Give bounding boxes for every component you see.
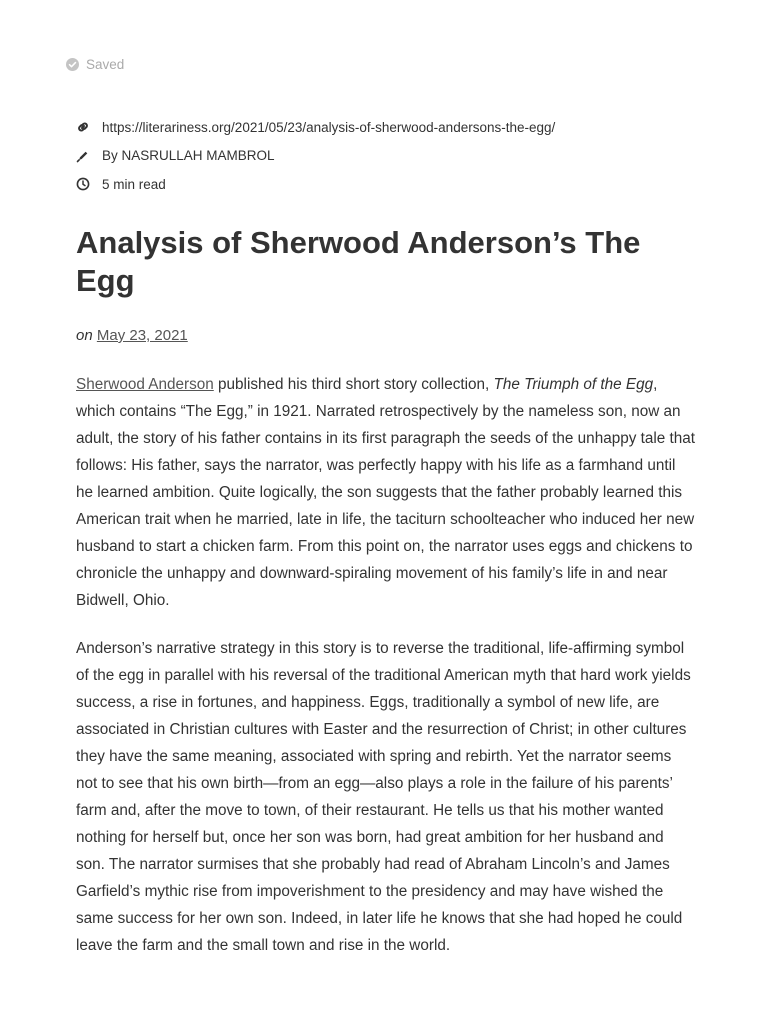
p1-text-1: published his third short story collection, xyxy=(213,376,494,393)
book-title: The Triumph of the Egg xyxy=(493,376,654,393)
paragraph-2: Anderson’s narrative strategy in this story is to reverse the traditional, life-affirming symbol of the egg in parallel with his reversal of the traditional American myth that hard work yields success, a rise in fortunes, and happiness. Eggs, traditionally a symbol of new life, are associated in Christian cultures with Easter and the resurrection of Christ; in other cultures they have the same meaning, associated with spring and rebirth. Yet the narrator seems not to see that his own birth—from an egg—also plays a role in the failure of his parents’ farm and, after the move to town, of their restaurant. He tells us that his mother wanted nothing for herself but, once her son was born, had great ambition for her husband and son. The narrator surmises that she probably had read of Abraham Lincoln’s and James Garfield’s mythic rise from impoverishment to the presidency and may have wished the same success for her own son. Indeed, in later life he knows that she had hoped he could leave the farm and the small town and rise in the world. xyxy=(76,640,691,954)
p1-text-2: , which contains “The Egg,” in 1921. Narrated retrospectively by the nameless son, now an adult, the story of his father contains in its first paragraph the seeds of the unhappy tale that follows: His father, says the narrator, was perfectly happy with his life as a farmhand until he learned ambition. Quite logically, the son suggests that the father probably learned this American trait when he married, late in life, the taciturn schoolteacher who induced her new husband to start a chicken farm. From this point on, the narrator uses eggs and chickens to chronicle the unhappy and downward-spiraling movement of his family’s life in and near Bidwell, Ohio. xyxy=(76,376,696,609)
article-body xyxy=(76,371,696,980)
publish-date-link[interactable]: May 23, 2021 xyxy=(96,327,188,344)
clock-icon xyxy=(76,177,90,191)
author-link[interactable]: Sherwood Anderson xyxy=(76,376,214,393)
meta-read-time-row xyxy=(76,170,555,199)
paragraph-1 xyxy=(76,371,696,614)
meta-author-row xyxy=(76,142,555,171)
read-time-text: 5 min read xyxy=(102,176,166,192)
publish-date-line xyxy=(76,327,188,344)
check-circle-icon xyxy=(66,58,79,71)
pen-icon xyxy=(76,149,90,163)
source-url-link[interactable]: https://literariness.org/2021/05/23/analysis-of-sherwood-andersons-the-egg/ xyxy=(102,119,556,135)
author-text: By NASRULLAH MAMBROL xyxy=(102,148,275,164)
date-prefix: on xyxy=(76,327,93,344)
saved-label: Saved xyxy=(86,57,125,72)
article-meta xyxy=(76,113,555,199)
article-title: Analysis of Sherwood Anderson’s The Egg xyxy=(76,225,641,298)
saved-status xyxy=(66,57,124,72)
link-icon xyxy=(76,120,90,134)
meta-url-row xyxy=(76,113,555,142)
